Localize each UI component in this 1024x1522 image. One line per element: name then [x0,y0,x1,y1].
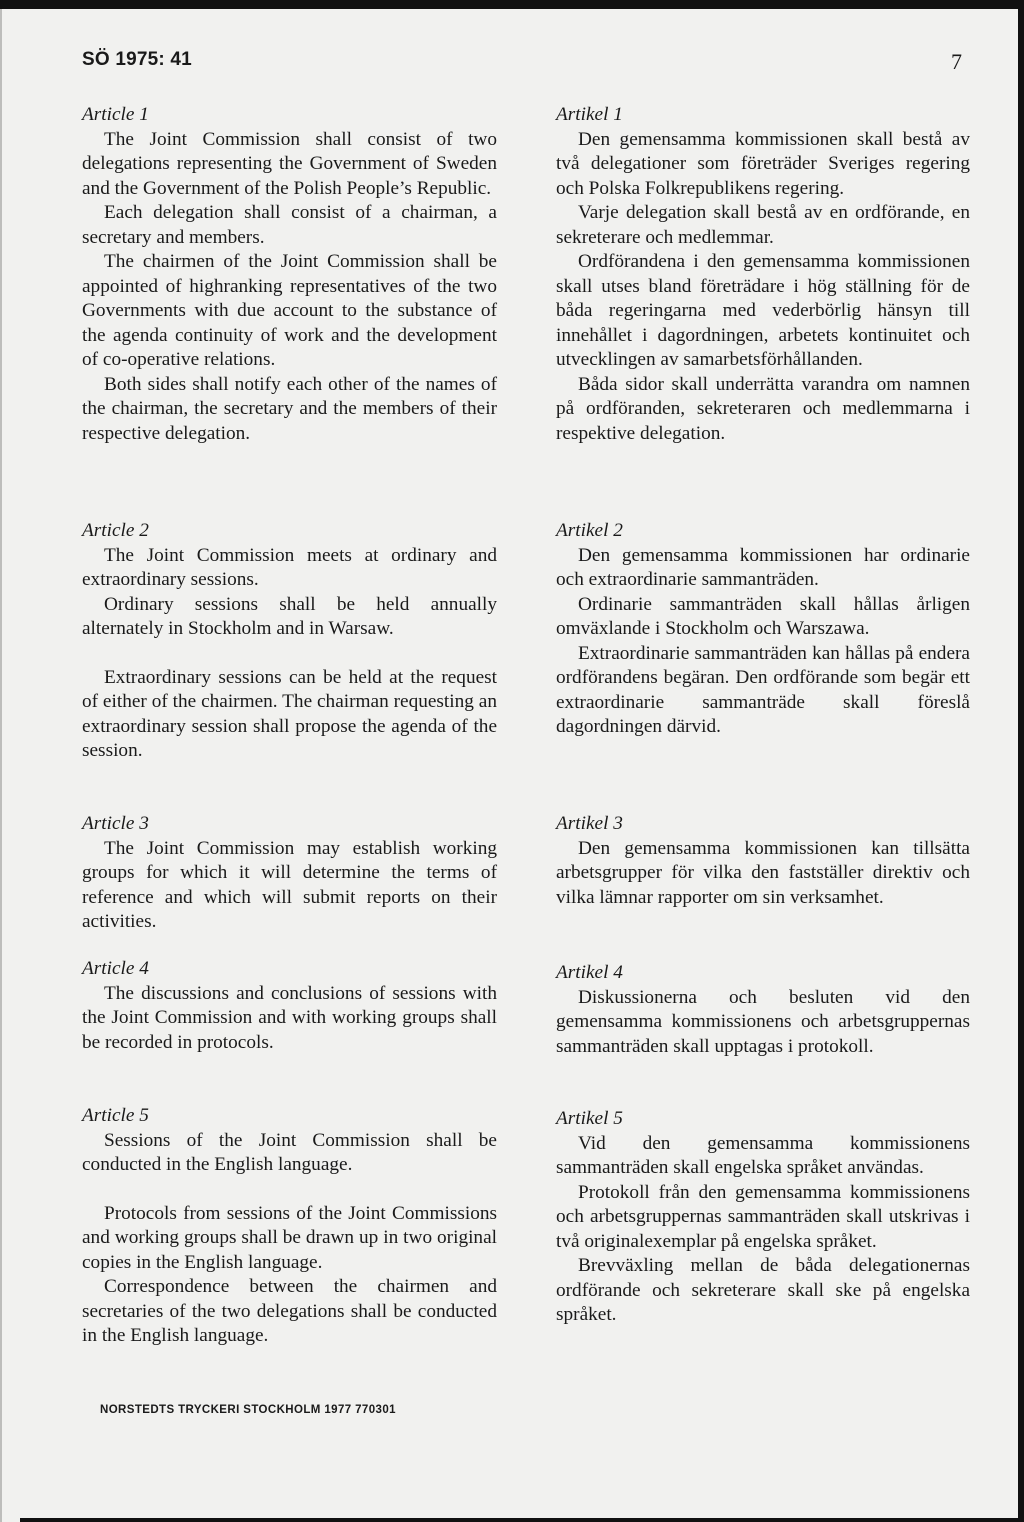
article-heading: Artikel 3 [556,813,623,834]
page-number: 7 [951,49,962,74]
article-heading: Article 1 [82,104,149,125]
paragraph: Correspondence between the chairmen and secretaries of the two delegations shall be conducted in the English language. [82,1276,497,1346]
article-4-swedish [556,961,970,1059]
paragraph: Extraordinarie sammanträden kan hållas på endera ordförandens begäran. Den ordförande som begär ett extraordinarie sammanträde skall föreslå dagordningen därvid. [556,642,970,737]
paragraph: Vid den gemensamma kommissionens sammanträden skall engelska språket användas. [556,1132,970,1178]
paragraph: Ordinarie sammanträden skall hållas årligen omväxlande i Stockholm och Warszawa. [556,593,970,639]
paragraph: Protocols from sessions of the Joint Commissions and working groups shall be drawn up in two original copies in the English language. [82,1202,497,1273]
paragraph: Protokoll från den gemensamma kommissionens och arbetsgruppernas sammanträden skall utskrivas i två originalexemplar på engelska språket. [556,1181,970,1252]
article-heading: Article 3 [82,813,149,834]
article-3-english [82,812,497,935]
article-5-swedish [556,1107,970,1328]
article-2-english [82,519,497,764]
paragraph: Ordinary sessions shall be held annually alternately in Stockholm and in Warsaw. [82,593,497,639]
printer-imprint: NORSTEDTS TRYCKERI STOCKHOLM 1977 770301 [100,1404,396,1416]
paragraph: Båda sidor skall underrätta varandra om namnen på ordföranden, sekreteraren och medlemmarna i respektive delegation. [556,373,970,444]
paragraph: Den gemensamma kommissionen har ordinarie och extraordinarie sammanträden. [556,544,970,590]
paragraph: The Joint Commission may establish working groups for which it will determine the terms of reference and which will submit reports on their activities. [82,837,497,932]
article-heading: Artikel 4 [556,962,623,983]
paragraph: Den gemensamma kommissionen kan tillsätta arbetsgrupper för vilka den fastställer direktiv och vilka lämnar rapporter om sin verksamhet. [556,837,970,908]
paragraph: The Joint Commission shall consist of two delegations representing the Government of Sweden and the Government of the Polish People’s Republic. [82,128,497,199]
article-5-english [82,1104,497,1349]
paragraph: Brevväxling mellan de båda delegationernas ordförande och sekreterare skall ske på engelska språket. [556,1255,970,1325]
article-heading: Artikel 5 [556,1108,623,1129]
article-heading: Article 2 [82,520,149,541]
article-1-swedish [556,103,970,446]
paragraph: Varje delegation skall bestå av en ordförande, en sekreterare och medlemmar. [556,202,970,248]
scan-edge-line [0,9,2,1522]
paragraph: Ordförandena i den gemensamma kommissionen skall utses bland företrädare i hög ställning för de båda regeringarna med vederbörlig hänsyn till innehållet i dagordningen, arbetets kontinuitet och utvecklingen av samarbetsförhållanden. [556,251,970,370]
document-code: SÖ 1975: 41 [82,49,192,70]
paragraph: Den gemensamma kommissionen skall bestå av två delegationer som företräder Sveriges regering och Polska Folkrepublikens regering. [556,128,970,199]
article-3-swedish [556,812,970,910]
paragraph: Both sides shall notify each other of the names of the chairman, the secretary and the members of their respective delegation. [82,373,497,444]
article-heading: Artikel 1 [556,104,623,125]
paragraph: Extraordinary sessions can be held at the request of either of the chairmen. The chairman requesting an extraordinary session shall propose the agenda of the session. [82,666,497,761]
paragraph: The discussions and conclusions of sessions with the Joint Commission and with working groups shall be recorded in protocols. [82,982,497,1053]
paragraph: Sessions of the Joint Commission shall be conducted in the English language. [82,1129,497,1175]
paragraph: The Joint Commission meets at ordinary and extraordinary sessions. [82,544,497,590]
article-4-english [82,957,497,1055]
article-heading: Article 5 [82,1105,149,1126]
paragraph: Diskussionerna och besluten vid den gemensamma kommissionens och arbetsgruppernas sammanträden skall upptagas i protokoll. [556,986,970,1057]
paragraph: The chairmen of the Joint Commission shall be appointed of highranking representatives of the two Governments with due account to the substance of the agenda continuity of work and the development of co-operative relations. [82,251,497,370]
article-1-english [82,103,497,446]
article-heading: Article 4 [82,958,149,979]
paragraph: Each delegation shall consist of a chairman, a secretary and members. [82,202,497,248]
bottom-border [20,1518,1018,1522]
article-2-swedish [556,519,970,740]
article-heading: Artikel 2 [556,520,623,541]
